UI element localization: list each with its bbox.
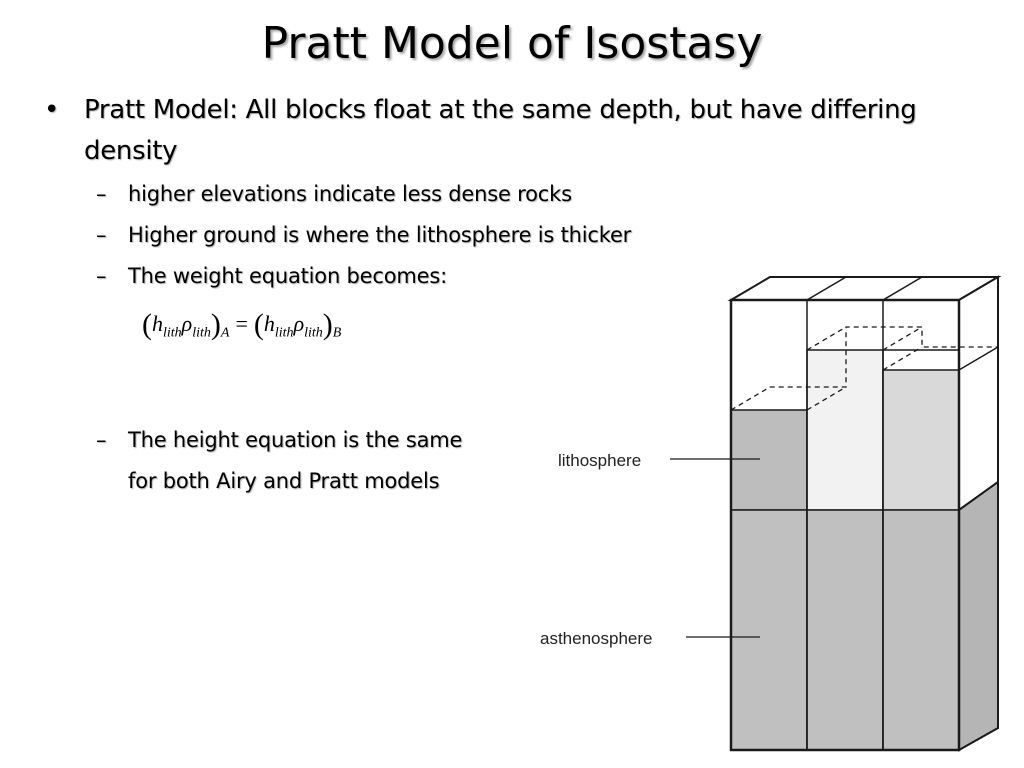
equation-paren: ) — [210, 308, 221, 341]
sub-bullet-1-text: higher elevations indicate less dense rocks — [128, 182, 572, 206]
equation-rho: ρ — [293, 311, 305, 336]
asthenosphere-block-c — [883, 510, 959, 750]
equation-sub: lith — [163, 325, 182, 341]
side-face-lower — [959, 482, 998, 750]
sub-bullet-2-text: Higher ground is where the lithosphere is thicker — [128, 223, 632, 247]
lithosphere-block-b — [807, 350, 883, 510]
asthenosphere-block-a — [731, 510, 807, 750]
equation-h: h — [152, 311, 163, 336]
main-bullet-text: Pratt Model: All blocks float at the same depth, but have differing density — [84, 95, 917, 166]
side-face-upper — [959, 277, 998, 510]
equation-paren: ( — [253, 308, 264, 341]
dash-marker: – — [96, 223, 107, 247]
equation-sub: lith — [192, 325, 211, 341]
equation-paren: ) — [322, 308, 333, 341]
sub-bullet-4-text: The height equation is the same — [128, 428, 463, 452]
dash-marker: – — [96, 264, 107, 288]
equation-h: h — [263, 311, 275, 336]
bullet-marker: • — [44, 95, 60, 125]
equation-sub-b: B — [332, 325, 342, 341]
lithosphere-label: lithosphere — [558, 451, 642, 470]
lithosphere-block-c — [883, 370, 959, 510]
asthenosphere-label: asthenosphere — [540, 629, 653, 648]
equation-sub: lith — [274, 325, 294, 341]
equation-rho: ρ — [181, 311, 193, 336]
slide-title: Pratt Model of Isostasy — [261, 18, 763, 69]
sub-bullet-4-text-cont: for both Airy and Pratt models — [128, 469, 440, 493]
equation-sub-a: A — [220, 325, 230, 341]
equation-sub: lith — [304, 325, 323, 341]
equation-equals: = — [235, 311, 248, 336]
equation-paren: ( — [142, 308, 152, 341]
dash-marker: – — [96, 182, 107, 206]
sub-bullet-3-text: The weight equation becomes: — [128, 264, 447, 288]
asthenosphere-block-b — [807, 510, 883, 750]
lithosphere-block-a — [731, 410, 807, 510]
dash-marker: – — [96, 428, 107, 452]
top-face — [731, 277, 998, 300]
